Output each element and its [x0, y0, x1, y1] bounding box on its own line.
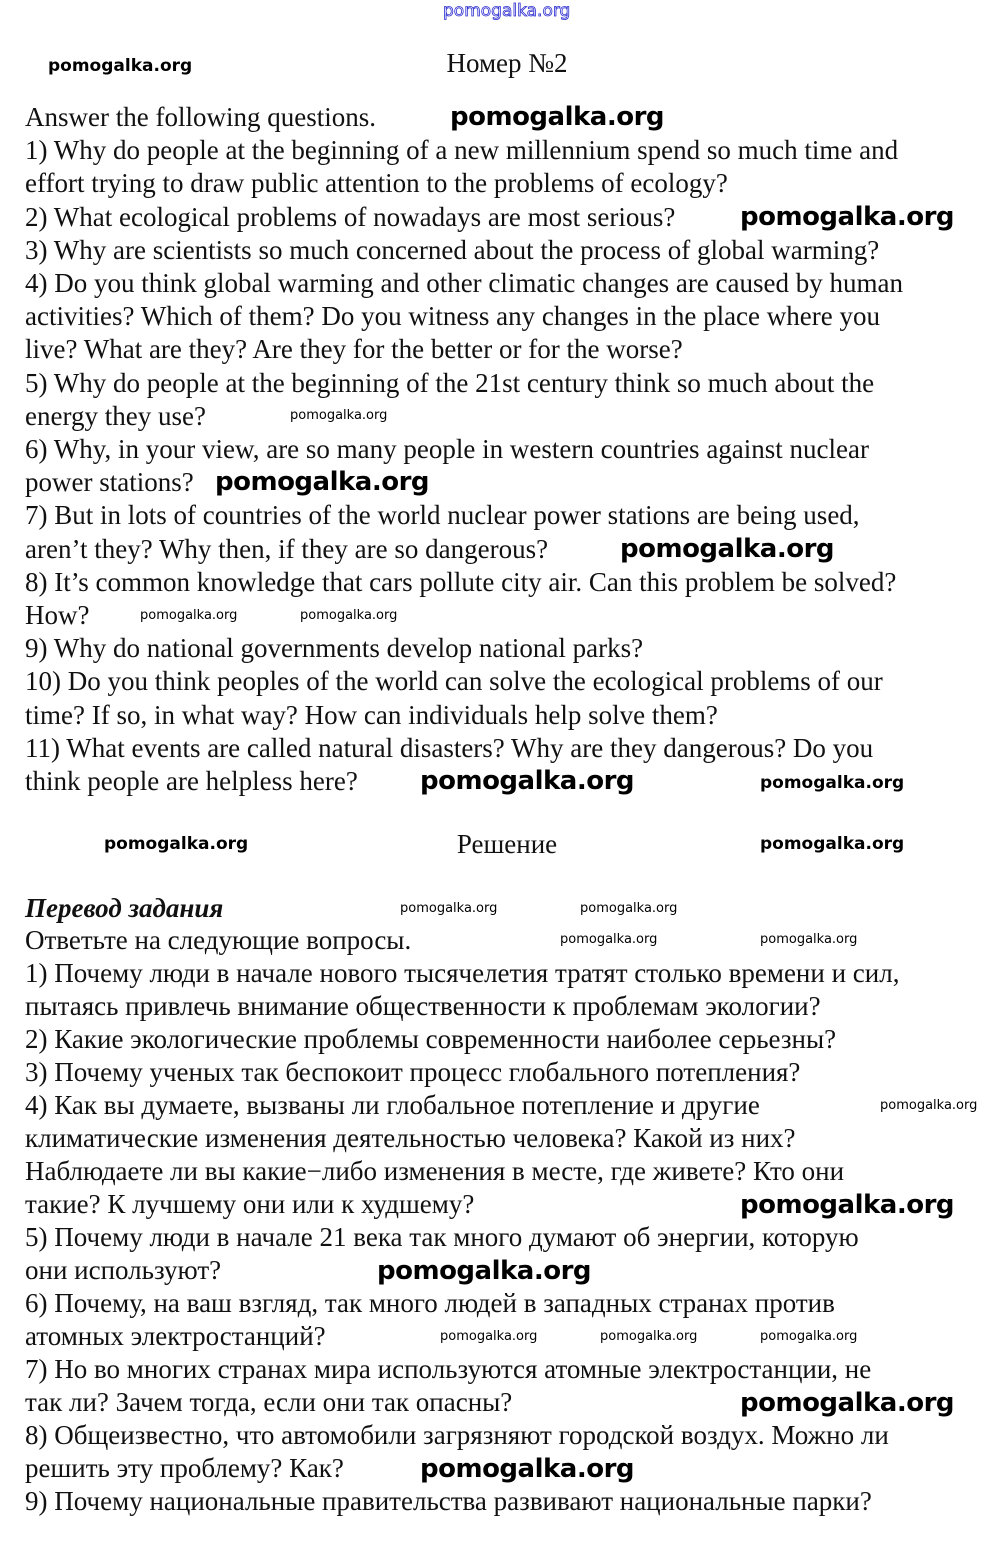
question-line: 7) But in lots of countries of the world nuclear power stations are being used,	[25, 500, 860, 531]
watermark: pomogalka.org	[290, 408, 388, 423]
question-line: 11) What events are called natural disasters? Why are they dangerous? Do you	[25, 732, 874, 763]
question-line: energy they use?	[25, 400, 206, 431]
translation-line: 9) Почему национальные правительства развивают национальные парки?	[25, 1486, 872, 1516]
question-line: power stations?	[25, 467, 194, 498]
watermark: pomogalka.org	[300, 608, 398, 623]
watermark: pomogalka.org	[620, 534, 835, 564]
question-line: effort trying to draw public attention to the problems of ecology?	[25, 168, 728, 199]
translation-line: Ответьте на следующие вопросы.	[25, 925, 412, 955]
question-line: 3) Why are scientists so much concerned about the process of global warming?	[25, 234, 880, 265]
question-line: 1) Why do people at the beginning of a new millennium spend so much time and	[25, 135, 899, 166]
question-line: Answer the following questions.	[25, 102, 376, 132]
translation-line: так ли? Зачем тогда, если они так опасны?	[25, 1387, 513, 1417]
watermark: pomogalka.org	[760, 773, 905, 793]
question-line: aren’t they? Why then, if they are so dangerous?	[25, 533, 549, 564]
watermark: pomogalka.org	[400, 901, 498, 916]
translation-line: 2) Какие экологические проблемы современности наиболее серьезны?	[25, 1024, 837, 1054]
translation-line: решить эту проблему? Как?	[25, 1453, 344, 1483]
question-line: 6) Why, in your view, are so many people in western countries against nuclear	[25, 434, 869, 464]
watermark-top: pomogalka.org	[443, 1, 571, 21]
watermark: pomogalka.org	[760, 1329, 858, 1344]
translation-line: такие? К лучшему они или к худшему?	[25, 1189, 475, 1219]
translation-line: 4) Как вы думаете, вызваны ли глобальное потепление и другие	[25, 1090, 760, 1120]
translation-line: 7) Но во многих странах мира используются атомные электростанции, не	[25, 1354, 872, 1384]
watermark: pomogalka.org	[104, 834, 249, 854]
watermark: pomogalka.org	[580, 901, 678, 916]
translation-line: они используют?	[25, 1255, 222, 1285]
watermark: pomogalka.org	[450, 102, 665, 132]
question-line: 2) What ecological problems of nowadays are most serious?	[25, 201, 676, 232]
watermark: pomogalka.org	[600, 1329, 698, 1344]
watermark: pomogalka.org	[440, 1329, 538, 1344]
watermark: pomogalka.org	[760, 834, 905, 854]
watermark: pomogalka.org	[420, 1454, 635, 1484]
solution-heading: Решение	[456, 829, 558, 859]
question-line: 8) It’s common knowledge that cars pollute city air. Can this problem be solved?	[25, 566, 897, 597]
question-line: live? What are they? Are they for the better or for the worse?	[25, 334, 683, 365]
watermark: pomogalka.org	[740, 1388, 955, 1418]
question-line: How?	[25, 600, 90, 630]
watermark: pomogalka.org	[740, 1190, 955, 1220]
question-line: 5) Why do people at the beginning of the 21st century think so much about the	[25, 367, 875, 398]
page-title: Номер №2	[446, 48, 568, 78]
watermark: pomogalka.org	[740, 202, 955, 232]
watermark: pomogalka.org	[215, 467, 430, 497]
translation-line: 6) Почему, на ваш взгляд, так много людей в западных странах против	[25, 1288, 835, 1318]
translation-line: 3) Почему ученых так беспокоит процесс глобального потепления?	[25, 1057, 801, 1087]
translation-line: 8) Общеизвестно, что автомобили загрязняют городской воздух. Можно ли	[25, 1420, 889, 1450]
question-line: think people are helpless here?	[25, 766, 358, 796]
translation-line: 5) Почему люди в начале 21 века так много думают об энергии, которую	[25, 1222, 859, 1252]
translation-heading: Перевод задания	[25, 893, 224, 923]
translation-line: Наблюдаете ли вы какие−либо изменения в месте, где живете? Кто они	[25, 1156, 845, 1186]
question-line: 10) Do you think peoples of the world can solve the ecological problems of our	[25, 666, 883, 697]
watermark: pomogalka.org	[48, 56, 193, 76]
question-line: time? If so, in what way? How can individuals help solve them?	[25, 699, 718, 730]
watermark: pomogalka.org	[377, 1256, 592, 1286]
translation-line: пытаясь привлечь внимание общественности к проблемам экологии?	[25, 991, 821, 1021]
translation-line: климатические изменения деятельностью человека? Какой из них?	[25, 1123, 796, 1153]
watermark: pomogalka.org	[140, 608, 238, 623]
translation-line: 1) Почему люди в начале нового тысячелетия тратят столько времени и сил,	[25, 958, 900, 988]
translation-line: атомных электростанций?	[25, 1321, 326, 1351]
watermark: pomogalka.org	[760, 932, 858, 947]
question-line: activities? Which of them? Do you witness any changes in the place where you	[25, 301, 880, 332]
watermark: pomogalka.org	[880, 1098, 978, 1113]
question-line: 4) Do you think global warming and other climatic changes are caused by human	[25, 268, 903, 298]
question-line: 9) Why do national governments develop national parks?	[25, 633, 644, 664]
watermark: pomogalka.org	[420, 766, 635, 796]
watermark: pomogalka.org	[560, 932, 658, 947]
